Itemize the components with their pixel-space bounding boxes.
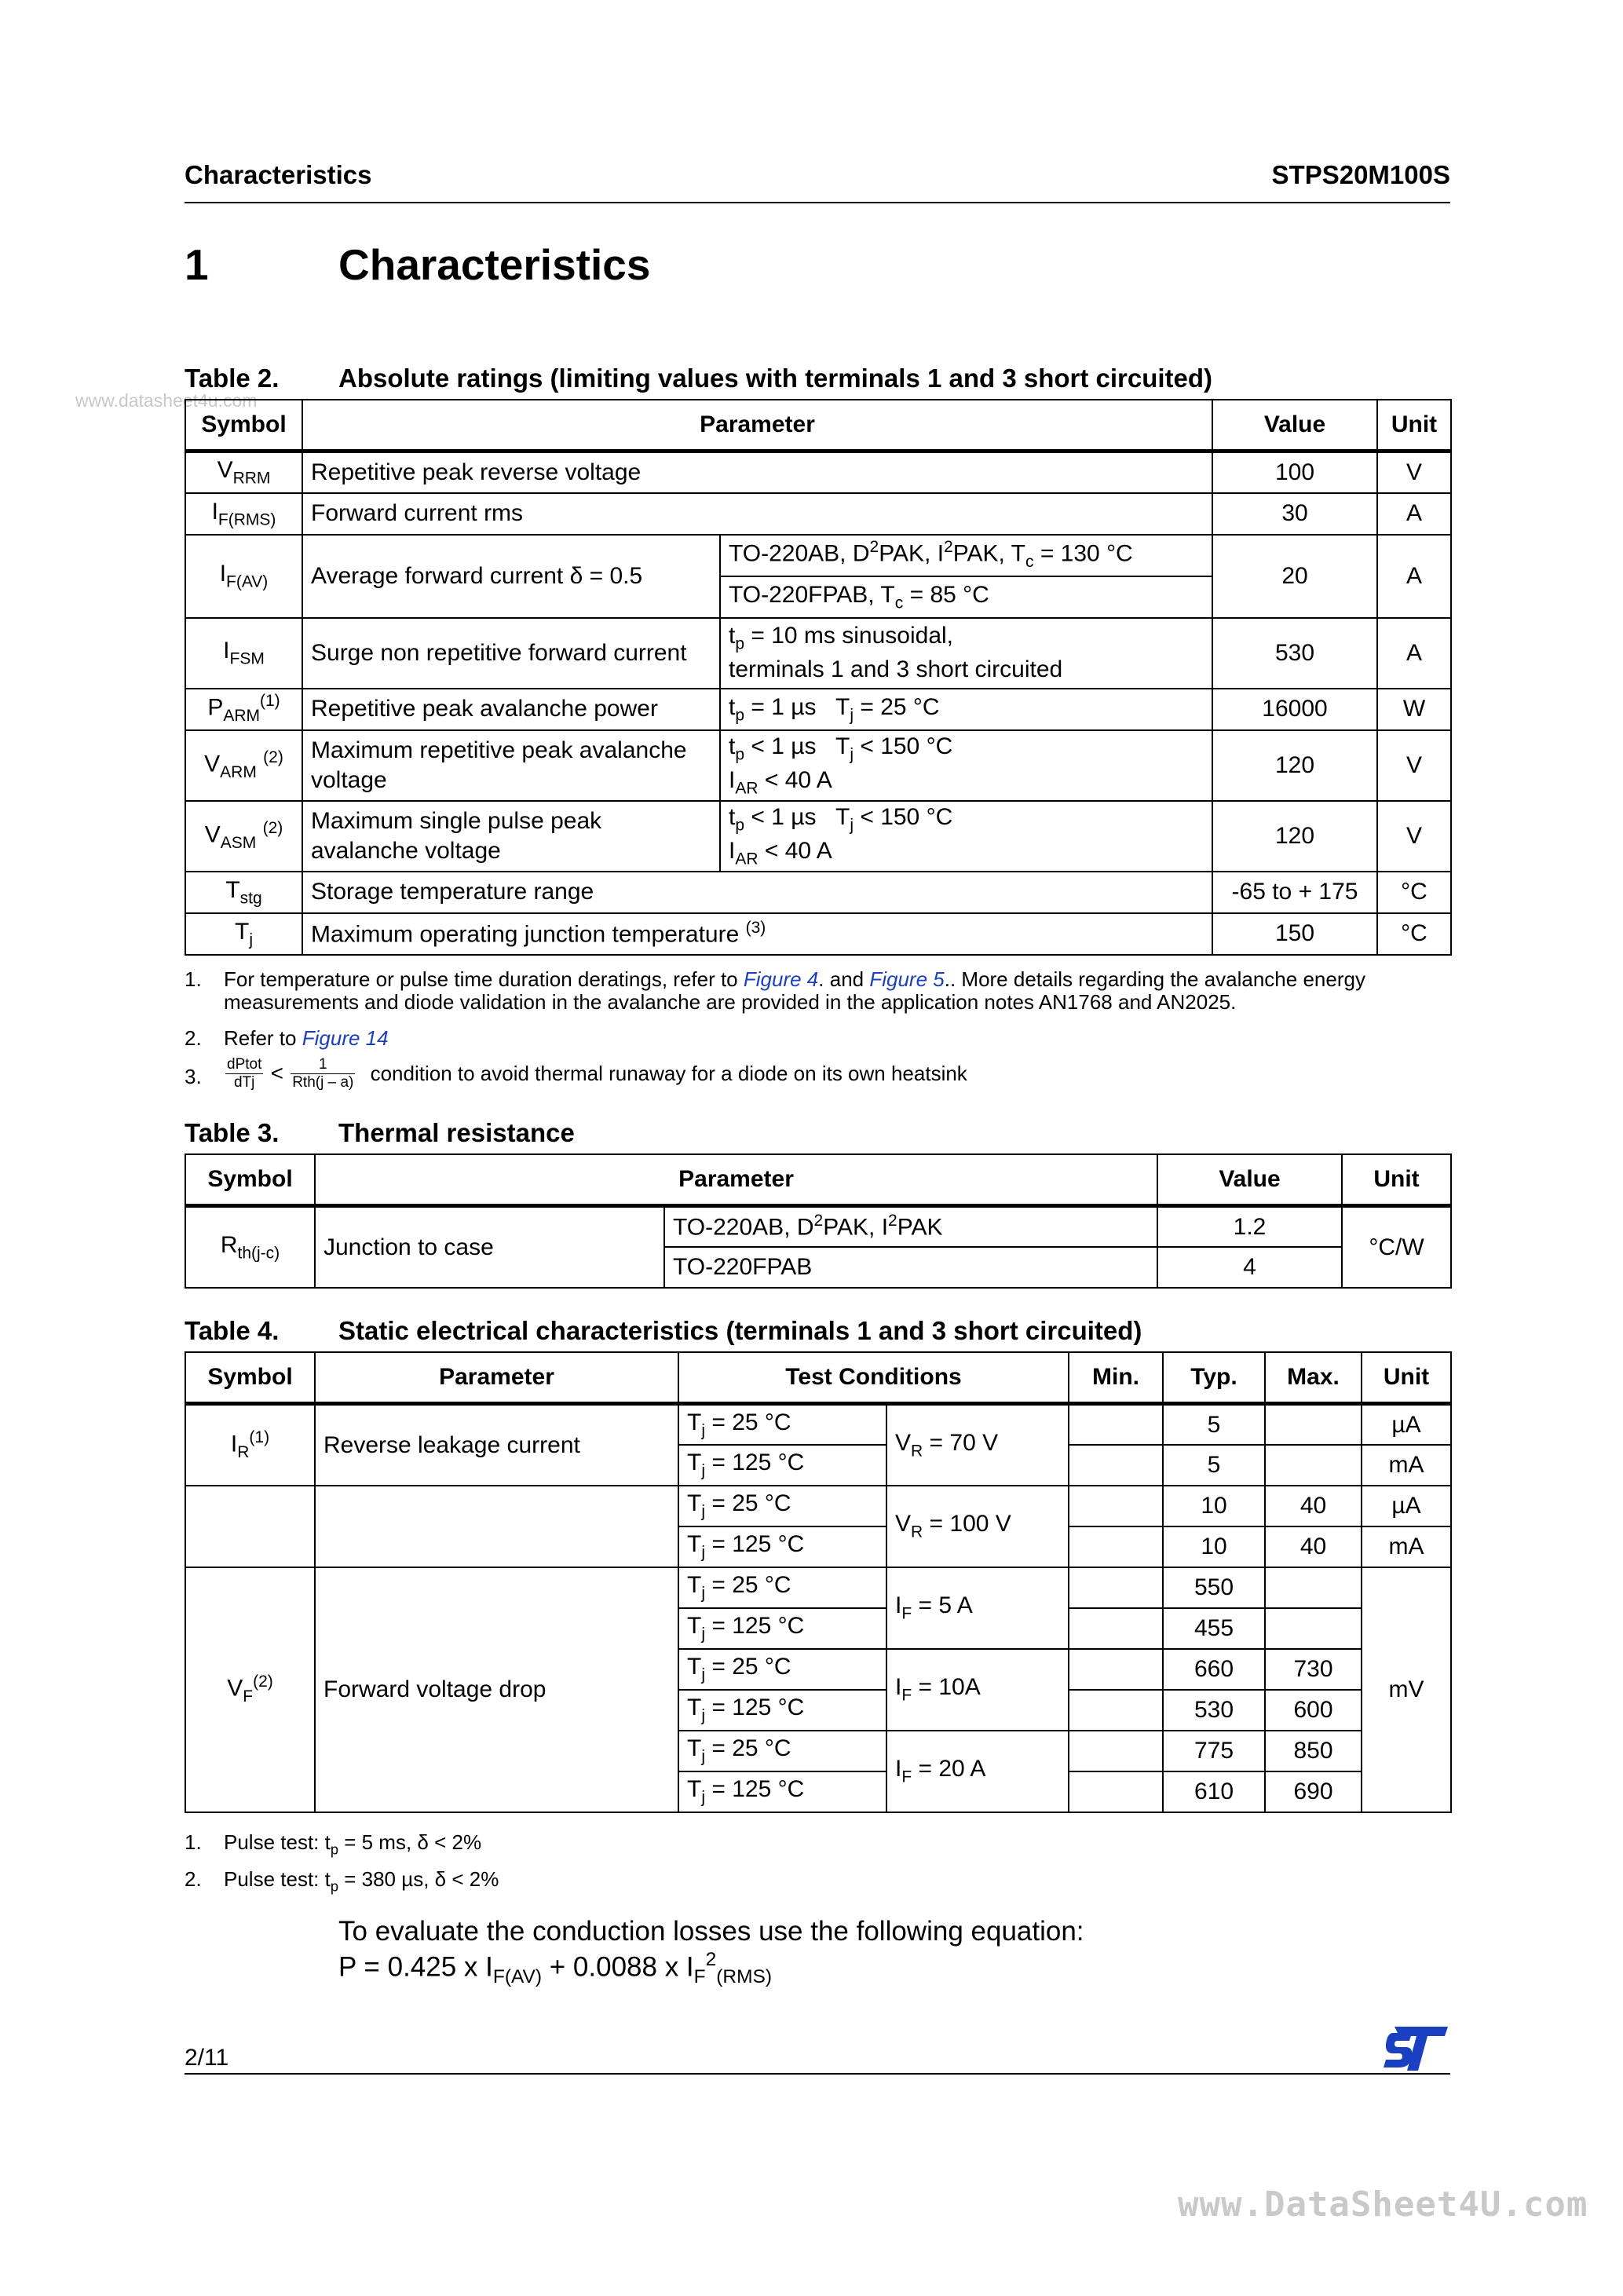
t4-header-unit: Unit	[1362, 1352, 1451, 1404]
t2-value: 16000	[1212, 689, 1377, 730]
t4-note-2: 2. Pulse test: $t_p = 380$ µs, δ < 2%	[185, 1867, 499, 1895]
t2-param: Surge non repetitive forward current	[302, 618, 720, 689]
t4-min	[1069, 1690, 1163, 1731]
figure-14-link[interactable]: Figure 14	[302, 1026, 389, 1050]
equation-formula: P = 0.425 x $I_{F(AV)} + 0.0088$ x $I_F^2_{(RMS)}$	[338, 1949, 773, 1988]
t2-header-parameter: Parameter	[302, 400, 1212, 452]
t2-unit: V	[1377, 730, 1451, 801]
t4-typ: 775	[1163, 1731, 1265, 1771]
t4-tj: $T_j = 125$ °C	[678, 1445, 886, 1486]
t4-min	[1069, 1608, 1163, 1649]
table3-title: Thermal resistance	[338, 1118, 575, 1147]
t4-unit: mV	[1362, 1567, 1451, 1812]
t4-min	[1069, 1404, 1163, 1445]
t2-symbol-ifrms: $I_{F(RMS)}$	[185, 493, 302, 535]
t4-typ: 610	[1163, 1771, 1265, 1812]
header-left: Characteristics	[185, 160, 372, 189]
t2-value: 30	[1212, 493, 1377, 535]
table2	[185, 399, 1452, 956]
t4-typ: 550	[1163, 1567, 1265, 1608]
t4-cond: $I_F = 10A$	[886, 1649, 1069, 1731]
t3-value: 1.2	[1157, 1206, 1342, 1247]
t4-min	[1069, 1486, 1163, 1526]
t4-typ: 455	[1163, 1608, 1265, 1649]
t2-unit: A	[1377, 493, 1451, 535]
t2-value: 530	[1212, 618, 1377, 689]
t4-header-typ: Typ.	[1163, 1352, 1265, 1404]
t4-min	[1069, 1771, 1163, 1812]
st-logo-icon	[1384, 2027, 1448, 2071]
t2-cond: $t_p = 1$ µs $T_j = 25$ °C	[720, 689, 1212, 730]
t2-unit: °C	[1377, 872, 1451, 913]
t2-symbol-parm: $P_{ARM}^{(1)}$	[185, 689, 302, 730]
t2-param: Repetitive peak reverse voltage	[302, 452, 1212, 493]
t2-note-2: 2. Refer to Figure 14	[185, 1026, 389, 1050]
t2-header-unit: Unit	[1377, 400, 1451, 452]
t2-param: Repetitive peak avalanche power	[302, 689, 720, 730]
t4-header-parameter: Parameter	[315, 1352, 678, 1404]
t4-tj: $T_j = 25$ °C	[678, 1567, 886, 1608]
t4-param-empty	[315, 1486, 678, 1567]
t2-unit: °C	[1377, 913, 1451, 955]
t3-value: 4	[1157, 1247, 1342, 1288]
t4-max: 850	[1265, 1731, 1362, 1771]
t2-cond: TO-220AB, $D^2PAK$, $I^2PAK$, $T_c = 130$ °C	[720, 535, 1212, 576]
table2-label: Table 2.	[185, 364, 280, 393]
t4-header-symbol: Symbol	[185, 1352, 315, 1404]
t2-symbol-varm: $V_{ARM}$ $^{(2)}$	[185, 730, 302, 801]
t2-cond: TO-220FPAB, $T_c = 85$ °C	[720, 576, 1212, 618]
header-rule	[185, 202, 1450, 203]
fraction-one-rth: $\frac{1}{\text{Rth(j – a)}}$	[292, 1056, 354, 1091]
t4-typ: 530	[1163, 1690, 1265, 1731]
figure-4-link[interactable]: Figure 4	[743, 967, 819, 991]
figure-5-link[interactable]: Figure 5	[869, 967, 945, 991]
t2-unit: W	[1377, 689, 1451, 730]
t2-header-value: Value	[1212, 400, 1377, 452]
t4-max: 690	[1265, 1771, 1362, 1812]
table2-title: Absolute ratings (limiting values with terminals 1 and 3 short circuited)	[338, 364, 1213, 393]
t2-value: -65 to + 175	[1212, 872, 1377, 913]
t4-tj: $T_j = 25$ °C	[678, 1731, 886, 1771]
t2-value: 120	[1212, 801, 1377, 872]
t4-min	[1069, 1649, 1163, 1690]
t4-max	[1265, 1567, 1362, 1608]
t2-unit: V	[1377, 801, 1451, 872]
table4	[185, 1351, 1452, 1813]
t4-unit: mA	[1362, 1526, 1451, 1567]
t4-typ: 660	[1163, 1649, 1265, 1690]
t2-symbol-tj: $T_j$	[185, 913, 302, 955]
t4-min	[1069, 1526, 1163, 1567]
t2-param: Maximum repetitive peak avalanche voltage	[302, 730, 720, 801]
t2-note-3: 3. $\frac{\text{dPtot}}{\text{dTj}}$ < $\frac{1}{\text{Rth(j – a)}}$ condition to avoid thermal runaway for a diode on its own heatsink	[185, 1056, 967, 1091]
t2-param: Forward current rms	[302, 493, 1212, 535]
t2-value: 100	[1212, 452, 1377, 493]
t2-value: 120	[1212, 730, 1377, 801]
t4-typ: 10	[1163, 1526, 1265, 1567]
t3-package: TO-220AB, $D^2PAK$, $I^2PAK$	[664, 1206, 1157, 1247]
t3-header-parameter: Parameter	[315, 1154, 1157, 1206]
t4-header-max: Max.	[1265, 1352, 1362, 1404]
t3-unit: °C/W	[1342, 1206, 1451, 1288]
t4-symbol-empty	[185, 1486, 315, 1567]
t4-max: 40	[1265, 1526, 1362, 1567]
t4-tj: $T_j = 25$ °C	[678, 1486, 886, 1526]
t2-symbol-ifsm: $I_{FSM}$	[185, 618, 302, 689]
t2-symbol-ifav: $I_{F(AV)}$	[185, 535, 302, 618]
t4-max: 730	[1265, 1649, 1362, 1690]
t4-cond: $V_R = 70$ V	[886, 1404, 1069, 1486]
t2-note-1: 1. For temperature or pulse time duration deratings, refer to Figure 4. and Figure 5.. More details regarding the avalanche energy measurements and diode validation in the avalanche are provided in the application notes AN1768 and AN2025.	[185, 967, 1365, 1014]
t4-min	[1069, 1731, 1163, 1771]
section-number: 1	[185, 240, 209, 289]
t4-param: Forward voltage drop	[315, 1567, 678, 1812]
t4-header-test-conditions: Test Conditions	[678, 1352, 1069, 1404]
t4-typ: 5	[1163, 1404, 1265, 1445]
t4-cond: $I_F = 5$ A	[886, 1567, 1069, 1649]
watermark-top: www.datasheet4u.com	[75, 390, 258, 411]
t2-param: Average forward current δ = 0.5	[302, 535, 720, 618]
t4-max	[1265, 1445, 1362, 1486]
t4-cond: $I_F = 20$ A	[886, 1731, 1069, 1812]
t3-header-symbol: Symbol	[185, 1154, 315, 1206]
equation-intro: To evaluate the conduction losses use the following equation:	[338, 1916, 1084, 1947]
t2-symbol-tstg: $T_{stg}$	[185, 872, 302, 913]
t4-max: 40	[1265, 1486, 1362, 1526]
t4-tj: $T_j = 25$ °C	[678, 1649, 886, 1690]
watermark-bottom: www.DataSheet4U.com	[1178, 2184, 1588, 2225]
t3-package: TO-220FPAB	[664, 1247, 1157, 1288]
t2-header-symbol: Symbol	[185, 400, 302, 452]
t4-max	[1265, 1608, 1362, 1649]
t2-value: 20	[1212, 535, 1377, 618]
t2-unit: A	[1377, 618, 1451, 689]
t4-note-1: 1. Pulse test: $t_p = 5$ ms, δ < 2%	[185, 1830, 482, 1858]
t4-tj: $T_j = 125$ °C	[678, 1690, 886, 1731]
t4-max	[1265, 1404, 1362, 1445]
t4-min	[1069, 1567, 1163, 1608]
t4-unit: mA	[1362, 1445, 1451, 1486]
t4-unit: µA	[1362, 1404, 1451, 1445]
t2-unit: A	[1377, 535, 1451, 618]
table4-title: Static electrical characteristics (terminals 1 and 3 short circuited)	[338, 1316, 1142, 1345]
t4-header-min: Min.	[1069, 1352, 1163, 1404]
t2-unit: V	[1377, 452, 1451, 493]
t4-typ: 5	[1163, 1445, 1265, 1486]
t4-tj: $T_j = 125$ °C	[678, 1771, 886, 1812]
t2-symbol-vasm: $V_{ASM}$ $^{(2)}$	[185, 801, 302, 872]
t4-param: Reverse leakage current	[315, 1404, 678, 1486]
t4-typ: 10	[1163, 1486, 1265, 1526]
t2-cond: $t_p < 1$ µs $T_j < 150$ °C $I_{AR} < 40$ A	[720, 730, 1212, 801]
t4-tj: $T_j = 125$ °C	[678, 1608, 886, 1649]
t2-value: 150	[1212, 913, 1377, 955]
t2-cond: $t_p < 1$ µs $T_j < 150$ °C $I_{AR} < 40$ A	[720, 801, 1212, 872]
t4-min	[1069, 1445, 1163, 1486]
fraction-dptot-dtj: $\frac{\text{dPtot}}{\text{dTj}}$	[227, 1056, 262, 1091]
table4-label: Table 4.	[185, 1316, 280, 1345]
t2-symbol-vrrm: $V_{RRM}$	[185, 452, 302, 493]
t4-unit: µA	[1362, 1486, 1451, 1526]
t4-cond: $V_R = 100$ V	[886, 1486, 1069, 1567]
t3-header-value: Value	[1157, 1154, 1342, 1206]
t4-symbol-vf: $V_F^{(2)}$	[185, 1567, 315, 1812]
t3-param: Junction to case	[315, 1206, 664, 1288]
t3-header-unit: Unit	[1342, 1154, 1451, 1206]
t2-param: Storage temperature range	[302, 872, 1212, 913]
t4-tj: $T_j = 25$ °C	[678, 1404, 886, 1445]
t2-param: Maximum single pulse peak avalanche voltage	[302, 801, 720, 872]
page-number: 2/11	[185, 2045, 229, 2071]
section-title: Characteristics	[338, 240, 651, 289]
t4-symbol-ir: $I_R^{(1)}$	[185, 1404, 315, 1486]
t2-cond: $t_p = 10$ ms sinusoidal, terminals 1 and 3 short circuited	[720, 618, 1212, 689]
t2-param: Maximum operating junction temperature $^{(3)}$	[302, 913, 1212, 955]
t4-max: 600	[1265, 1690, 1362, 1731]
footer-rule	[185, 2073, 1450, 2075]
table3-label: Table 3.	[185, 1118, 280, 1147]
t3-symbol-rth: $R_{th(j-c)}$	[185, 1206, 315, 1288]
st-logo	[1384, 2027, 1448, 2071]
header-right: STPS20M100S	[1271, 160, 1450, 189]
t4-tj: $T_j = 125$ °C	[678, 1526, 886, 1567]
table3	[185, 1153, 1452, 1289]
